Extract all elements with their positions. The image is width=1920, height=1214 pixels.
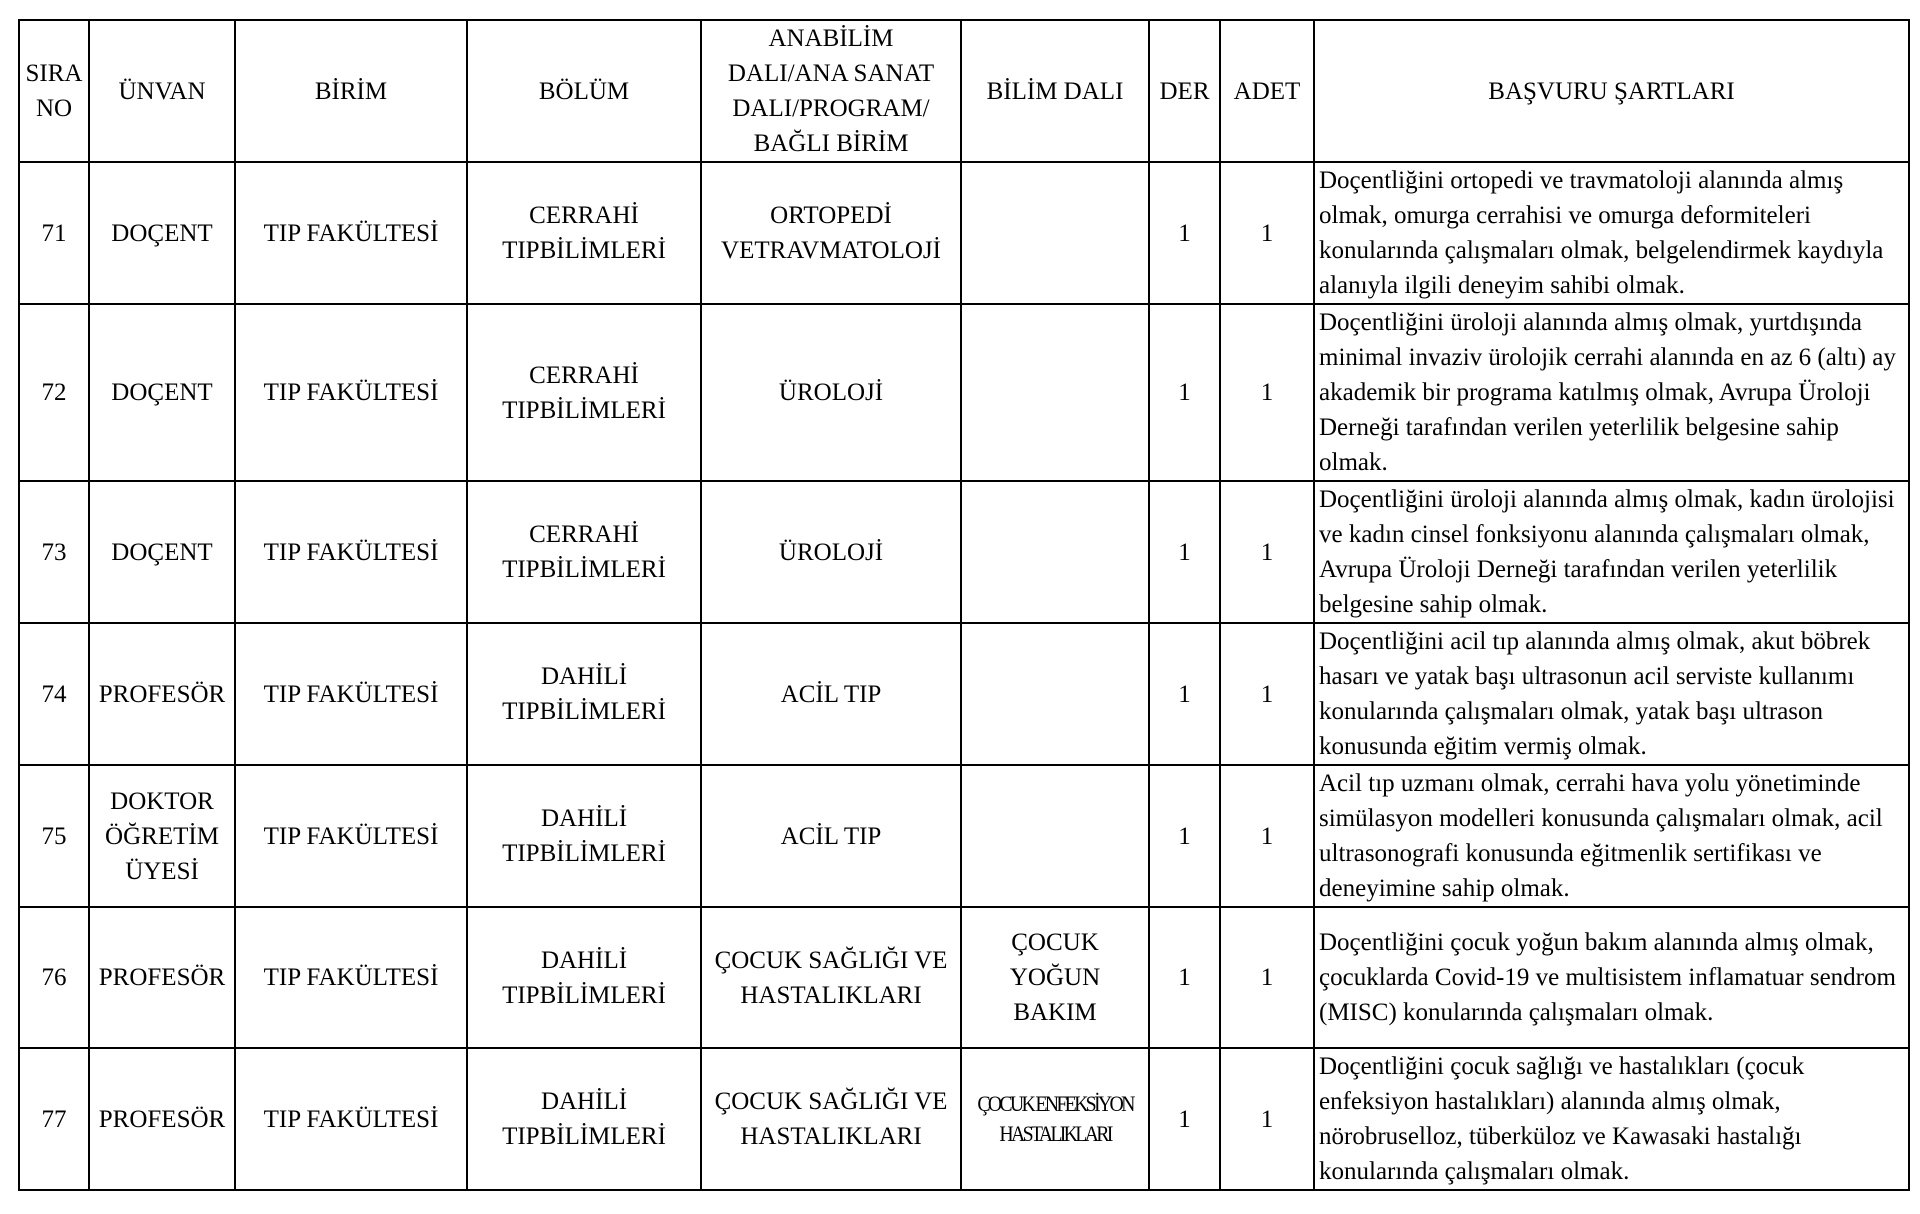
cell-basvuru-sartlari: Doçentliğini çocuk sağlığı ve hastalıkları (çocuk enfeksiyon hastalıkları) alanında almış olmak, nörobruselloz, tüberküloz ve Kawasaki hastalığı konularında çalışmaları olmak. xyxy=(1314,1048,1909,1190)
cell-der: 1 xyxy=(1149,623,1220,765)
cell-der: 1 xyxy=(1149,1048,1220,1190)
cell-unvan: DOÇENT xyxy=(89,481,235,623)
cell-unvan: DOÇENT xyxy=(89,162,235,304)
table-row xyxy=(19,907,1909,1048)
cell-bilim-dali xyxy=(961,765,1149,907)
header-bolum: BÖLÜM xyxy=(467,20,701,162)
cell-adet: 1 xyxy=(1220,765,1314,907)
cell-bolum: CERRAHİ TIPBİLİMLERİ xyxy=(467,162,701,304)
cell-bilim-dali xyxy=(961,162,1149,304)
table-row xyxy=(19,162,1909,304)
cell-bolum: DAHİLİ TIPBİLİMLERİ xyxy=(467,1048,701,1190)
cell-birim: TIP FAKÜLTESİ xyxy=(235,162,467,304)
cell-unvan: PROFESÖR xyxy=(89,1048,235,1190)
table-row xyxy=(19,1048,1909,1190)
table-row xyxy=(19,765,1909,907)
cell-birim: TIP FAKÜLTESİ xyxy=(235,481,467,623)
cell-basvuru-sartlari: Acil tıp uzmanı olmak, cerrahi hava yolu yönetiminde simülasyon modelleri konusunda çalışmaları olmak, acil ultrasonografi konusunda eğitmenlik sertifikası ve deneyimine sahip olmak. xyxy=(1314,765,1909,907)
cell-der: 1 xyxy=(1149,304,1220,481)
cell-anabilim: ÜROLOJİ xyxy=(701,304,961,481)
cell-unvan: DOKTOR ÖĞRETİM ÜYESİ xyxy=(89,765,235,907)
cell-basvuru-sartlari: Doçentliğini üroloji alanında almış olmak, yurtdışında minimal invaziv ürolojik cerrahi alanında en az 6 (altı) ay akademik bir programa katılmış olmak, Avrupa Üroloji Derneği tarafından verilen yeterlilik belgesine sahip olmak. xyxy=(1314,304,1909,481)
cell-basvuru-sartlari: Doçentliğini üroloji alanında almış olmak, kadın ürolojisi ve kadın cinsel fonksiyonu alanında çalışmaları olmak, Avrupa Üroloji Derneği tarafından verilen yeterlilik belgesine sahip olmak. xyxy=(1314,481,1909,623)
header-row xyxy=(19,20,1909,162)
cell-adet: 1 xyxy=(1220,304,1314,481)
cell-sira: 71 xyxy=(19,162,89,304)
cell-anabilim: ÇOCUK SAĞLIĞI VE HASTALIKLARI xyxy=(701,1048,961,1190)
header-der: DER xyxy=(1149,20,1220,162)
cell-adet: 1 xyxy=(1220,481,1314,623)
header-unvan: ÜNVAN xyxy=(89,20,235,162)
cell-basvuru-sartlari: Doçentliğini acil tıp alanında almış olmak, akut böbrek hasarı ve yatak başı ultrasonun acil serviste kullanımı konularında çalışmaları olmak, yatak başı ultrason konusunda eğitim vermiş olmak. xyxy=(1314,623,1909,765)
cell-sira: 76 xyxy=(19,907,89,1048)
cell-sira: 74 xyxy=(19,623,89,765)
header-anabilim-dali: ANABİLİM DALI/ANA SANAT DALI/PROGRAM/ BAĞLI BİRİM xyxy=(701,20,961,162)
cell-anabilim: ÇOCUK SAĞLIĞI VE HASTALIKLARI xyxy=(701,907,961,1048)
cell-unvan: PROFESÖR xyxy=(89,907,235,1048)
header-sira-no: SIRA NO xyxy=(19,20,89,162)
cell-der: 1 xyxy=(1149,481,1220,623)
cell-bolum: CERRAHİ TIPBİLİMLERİ xyxy=(467,481,701,623)
cell-bilim-dali xyxy=(961,481,1149,623)
cell-basvuru-sartlari: Doçentliğini çocuk yoğun bakım alanında almış olmak, çocuklarda Covid-19 ve multisistem inflamatuar sendrom (MISC) konularında çalışmaları olmak. xyxy=(1314,907,1909,1048)
cell-bilim-dali xyxy=(961,304,1149,481)
cell-anabilim: ACİL TIP xyxy=(701,623,961,765)
cell-sira: 73 xyxy=(19,481,89,623)
cell-adet: 1 xyxy=(1220,907,1314,1048)
cell-der: 1 xyxy=(1149,907,1220,1048)
cell-birim: TIP FAKÜLTESİ xyxy=(235,1048,467,1190)
cell-sira: 77 xyxy=(19,1048,89,1190)
cell-der: 1 xyxy=(1149,162,1220,304)
header-adet: ADET xyxy=(1220,20,1314,162)
cell-bilim-dali: ÇOCUK YOĞUN BAKIM xyxy=(961,907,1149,1048)
table-row xyxy=(19,304,1909,481)
cell-basvuru-sartlari: Doçentliğini ortopedi ve travmatoloji alanında almış olmak, omurga cerrahisi ve omurga deformiteleri konularında çalışmaları olmak, belgelendirmek kaydıyla alanıyla ilgili deneyim sahibi olmak. xyxy=(1314,162,1909,304)
header-bilim-dali: BİLİM DALI xyxy=(961,20,1149,162)
cell-birim: TIP FAKÜLTESİ xyxy=(235,765,467,907)
cell-birim: TIP FAKÜLTESİ xyxy=(235,623,467,765)
cell-bolum: DAHİLİ TIPBİLİMLERİ xyxy=(467,907,701,1048)
cell-birim: TIP FAKÜLTESİ xyxy=(235,907,467,1048)
cell-birim: TIP FAKÜLTESİ xyxy=(235,304,467,481)
table-row xyxy=(19,623,1909,765)
table-row xyxy=(19,481,1909,623)
header-basvuru-sartlari: BAŞVURU ŞARTLARI xyxy=(1314,20,1909,162)
cell-bilim-dali: ÇOCUK ENFEKSİYON HASTALIKLARI xyxy=(970,1048,1139,1190)
cell-der: 1 xyxy=(1149,765,1220,907)
cell-bolum: CERRAHİ TIPBİLİMLERİ xyxy=(467,304,701,481)
cell-bolum: DAHİLİ TIPBİLİMLERİ xyxy=(467,623,701,765)
header-birim: BİRİM xyxy=(235,20,467,162)
cell-bilim-dali xyxy=(961,623,1149,765)
cell-adet: 1 xyxy=(1220,623,1314,765)
cell-sira: 75 xyxy=(19,765,89,907)
cell-unvan: PROFESÖR xyxy=(89,623,235,765)
cell-anabilim: ACİL TIP xyxy=(701,765,961,907)
cell-sira: 72 xyxy=(19,304,89,481)
cell-adet: 1 xyxy=(1220,1048,1314,1190)
cell-anabilim: ÜROLOJİ xyxy=(701,481,961,623)
cell-bolum: DAHİLİ TIPBİLİMLERİ xyxy=(467,765,701,907)
cell-unvan: DOÇENT xyxy=(89,304,235,481)
cell-anabilim: ORTOPEDİ VETRAVMATOLOJİ xyxy=(701,162,961,304)
cell-adet: 1 xyxy=(1220,162,1314,304)
positions-table xyxy=(18,19,1910,1191)
